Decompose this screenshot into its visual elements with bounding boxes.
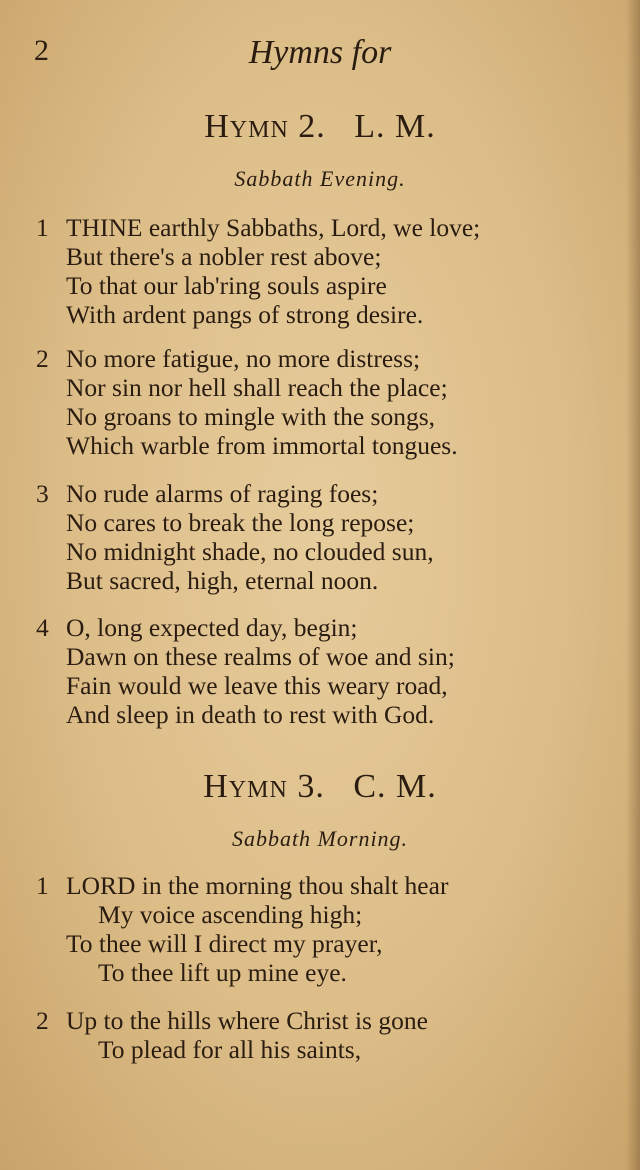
verse-line: No more fatigue, no more distress; [66, 344, 421, 373]
hymn-title [0, 768, 640, 806]
verse-line: To that our lab'ring souls aspire [66, 271, 387, 300]
verse-line: To plead for all his saints, [98, 1035, 362, 1064]
stanza [36, 213, 596, 329]
page-number: 2 [34, 34, 49, 67]
running-head: Hymns for [248, 34, 392, 71]
stanza-number: 2 [36, 344, 49, 373]
verse-line: No cares to break the long repose; [66, 508, 415, 537]
verse-line: No groans to mingle with the songs, [66, 402, 436, 431]
hymn-title-word: Hymn [204, 108, 289, 145]
stanza [36, 479, 596, 595]
hymn-subtitle: Sabbath Morning. [231, 826, 409, 851]
stanza [36, 1006, 596, 1064]
stanza-number: 1 [36, 213, 49, 242]
verse-line: To thee lift up mine eye. [98, 958, 347, 987]
verse-line: No rude alarms of raging foes; [66, 479, 379, 508]
verse-line: To thee will I direct my prayer, [66, 929, 383, 958]
verse-line: With ardent pangs of strong desire. [66, 300, 424, 329]
verse-line: LORD in the morning thou shalt hear [66, 871, 449, 900]
stanza-number: 1 [36, 871, 49, 900]
hymn-title-word: Hymn [203, 768, 288, 805]
stanza-number: 4 [36, 613, 49, 642]
verse-line: THINE earthly Sabbaths, Lord, we love; [66, 213, 481, 242]
verse-line: But sacred, high, eternal noon. [66, 566, 379, 595]
verse-line: No midnight shade, no clouded sun, [66, 537, 434, 566]
hymn-subtitle: Sabbath Evening. [234, 166, 406, 191]
verse-line: Dawn on these realms of woe and sin; [66, 642, 455, 671]
verse-line: Nor sin nor hell shall reach the place; [66, 373, 448, 402]
stanza-number: 3 [36, 479, 49, 508]
stanza [36, 613, 596, 729]
verse-line: Which warble from immortal tongues. [66, 431, 458, 460]
verse-line: My voice ascending high; [98, 900, 363, 929]
hymn-number: 2. [298, 108, 326, 145]
verse-line: And sleep in death to rest with God. [66, 700, 435, 729]
hymn-meter: C. M. [353, 768, 437, 805]
verse-line: But there's a nobler rest above; [66, 242, 382, 271]
hymn-meter: L. M. [354, 108, 436, 145]
stanza [36, 344, 596, 460]
stanza [36, 871, 596, 987]
hymn-number: 3. [297, 768, 325, 805]
verse-line: O, long expected day, begin; [66, 613, 358, 642]
stanza-number: 2 [36, 1006, 49, 1035]
verse-line: Up to the hills where Christ is gone [66, 1006, 428, 1035]
hymn-title [0, 108, 640, 146]
verse-line: Fain would we leave this weary road, [66, 671, 448, 700]
